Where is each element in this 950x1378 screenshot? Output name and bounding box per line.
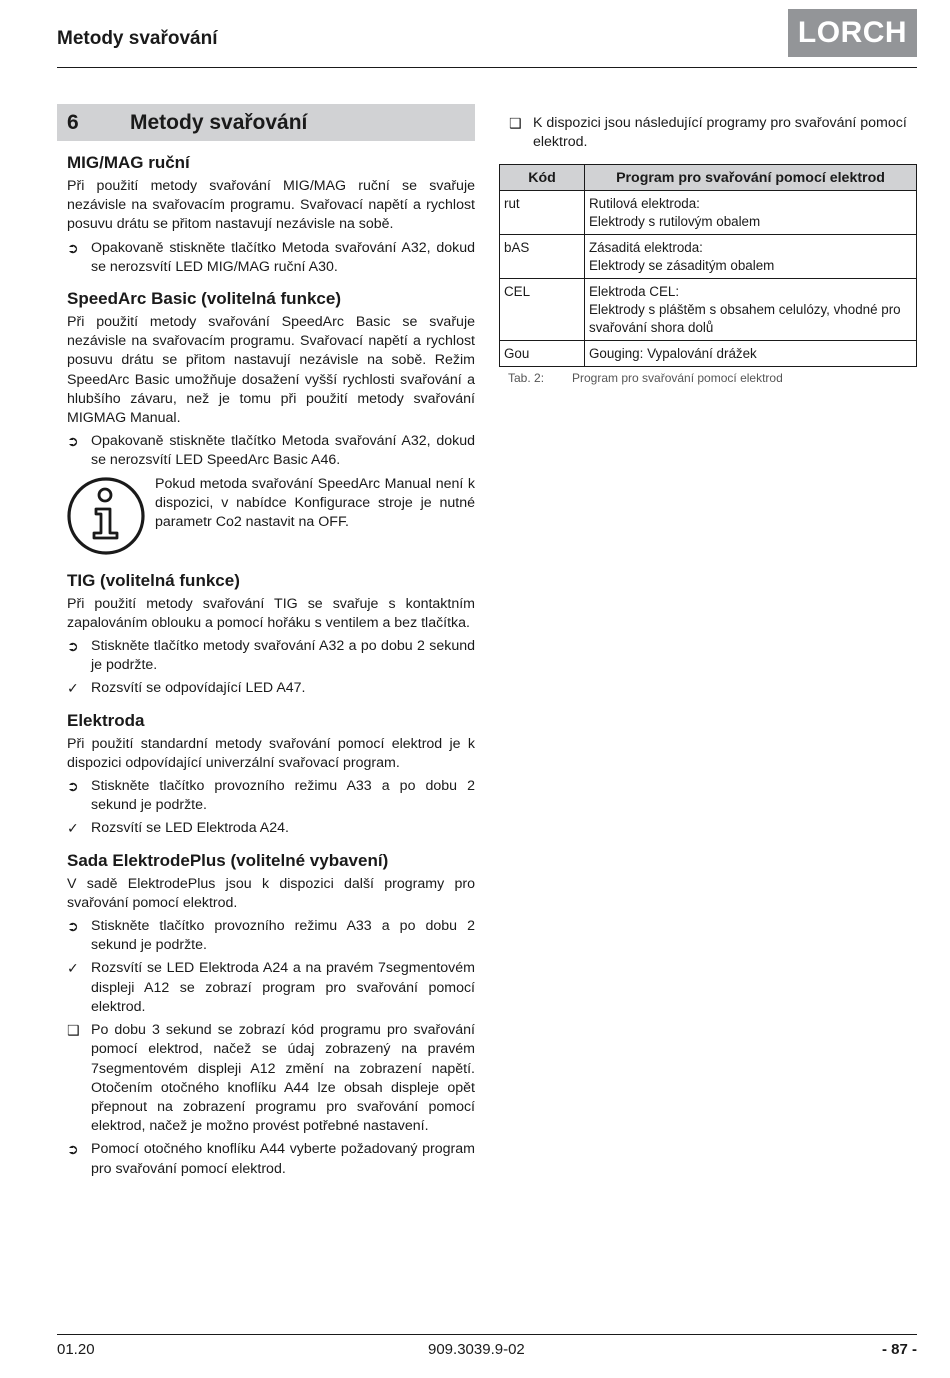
step-item: [57, 637, 475, 675]
table-caption: [499, 371, 917, 385]
page-number: - 87 -: [881, 1341, 917, 1358]
chapter-number: 6: [67, 110, 79, 134]
step-item: [57, 1140, 475, 1178]
table-row: [500, 279, 917, 341]
section-title-tig: TIG (volitelná funkce): [67, 570, 240, 590]
page-header-title: Metody svařování: [57, 28, 218, 49]
footer-divider: [57, 1334, 917, 1335]
step-text: Stiskněte tlačítko metody svařování A32 a po dobu 2 sekund je podržte.: [91, 638, 475, 674]
table-cell-code: CEL: [500, 279, 585, 341]
table-caption-label: Tab. 2:: [508, 371, 545, 386]
table-row: [500, 235, 917, 279]
step-item: [57, 777, 475, 815]
right-column: [499, 114, 917, 385]
result-item: [57, 959, 475, 1017]
section-body-speedarc: Při použití metody svařování SpeedArc Basic se svařuje nezávisle na svařovacím programu. Svařovací napětí a rychlost posuvu drátu se přitom nastavují nezávisle na sobě. Režim SpeedArc Basic umožňuje dosažení vyšší rychlosti svařování a hlubšího závaru, než je tomu při použití metody svařování MIGMAG Manual.: [67, 314, 475, 427]
table-header-program: Program pro svařování pomocí elektrod: [585, 165, 917, 191]
footer-date: 01.20: [57, 1341, 95, 1358]
step-text: Pomocí otočného knoflíku A44 vyberte požadovaný program pro svařování pomocí elektrod.: [91, 1141, 475, 1177]
table-cell-program: [585, 191, 917, 235]
square-bullet-icon: ❑: [67, 1022, 80, 1039]
square-bullet-icon: ❑: [509, 115, 522, 131]
result-text: Rozsvítí se LED Elektroda A24 a na pravém 7segmentovém displeji A12 se zobrazí program pro svařování pomocí elektrod.: [91, 960, 475, 1015]
result-text: Rozsvítí se LED Elektroda A24.: [91, 820, 289, 837]
section-body-mig: Při použití metody svařování MIG/MAG ruční se svařuje nezávisle na svařovacím programu. Svařovací napětí a rychlost posuvu drátu se přitom nastavují nezávisle na sobě.: [67, 178, 475, 233]
left-column: [57, 104, 475, 1179]
section-title-electrode: Elektroda: [67, 710, 145, 730]
section-title-speedarc: SpeedArc Basic (volitelná funkce): [67, 289, 341, 309]
check-icon: ✓: [67, 960, 79, 977]
program-name: Rutilová elektroda:: [589, 196, 700, 212]
step-text: Stiskněte tlačítko provozního režimu A33 a po dobu 2 sekund je podržte.: [91, 918, 475, 954]
program-name: Zásaditá elektroda:: [589, 240, 703, 256]
table-cell-program: [585, 235, 917, 279]
info-text: Po dobu 3 sekund se zobrazí kód programu pro svařování pomocí elektrod, načež se údaj zobrazený na pravém 7segmentovém displeji A12 změní na zobrazení napětí. Otočením otočného knoflíku A44 lze obsah displeje opět přepnout na zobrazení programu pro svařování pomocí elektrod, načež je možno provést potřebné nastavení.: [91, 1022, 475, 1135]
result-item: [57, 819, 475, 838]
step-arrow-icon: ➲: [67, 433, 79, 450]
info-text: K dispozici jsou následující programy pro svařování pomocí elektrod.: [533, 115, 907, 151]
table-row: [500, 191, 917, 235]
program-name: Elektroda CEL:: [589, 284, 680, 300]
step-item: [57, 917, 475, 955]
section-body-plus: V sadě ElektrodePlus jsou k dispozici další programy pro svařování pomocí elektrod.: [67, 875, 475, 911]
step-item: [57, 239, 475, 277]
step-arrow-icon: ➲: [67, 918, 79, 935]
info-note-text: Pokud metoda svařování SpeedArc Manual není k dispozici, v nabídce Konfigurace stroje je nutné parametr Co2 nastavit na OFF.: [155, 475, 475, 531]
step-arrow-icon: ➲: [67, 239, 79, 256]
step-text: Opakovaně stiskněte tlačítko Metoda svařování A32, dokud se nerozsvítí LED SpeedArc Basic A46.: [91, 433, 475, 469]
table-cell-code: Gou: [500, 341, 585, 367]
section-title-plus: Sada ElektrodePlus (volitelné vybavení): [67, 850, 389, 870]
section-body-tig: Při použití metody svařování TIG se svařuje s kontaktním zapalováním oblouku a pomocí hořáku s ventilem a bez tlačítka.: [67, 595, 475, 631]
table-row: [500, 341, 917, 367]
footer-doc-number: 909.3039.9-02: [428, 1341, 525, 1358]
info-icon: [65, 475, 155, 559]
check-icon: ✓: [67, 820, 79, 837]
table-cell-program: [585, 341, 917, 367]
table-cell-code: rut: [500, 191, 585, 235]
chapter-heading: [57, 104, 475, 141]
section-body-electrode: Při použití standardní metody svařování pomocí elektrod je k dispozici odpovídající univerzální svařovací program.: [67, 735, 475, 771]
table-caption-text: Program pro svařování pomocí elektrod: [572, 371, 783, 386]
lorch-logo: LORCH: [788, 9, 917, 57]
program-description: Elektrody s pláštěm s obsahem celulózy, vhodné pro svařování shora dolů: [589, 302, 901, 336]
program-name: Gouging: Vypalování drážek: [589, 346, 757, 362]
step-text: Stiskněte tlačítko provozního režimu A33 a po dobu 2 sekund je podržte.: [91, 778, 475, 814]
info-note: [57, 475, 475, 559]
table-header-code: Kód: [500, 165, 585, 191]
info-item: [499, 114, 917, 152]
info-item: [57, 1021, 475, 1136]
header-divider: [57, 67, 917, 68]
chapter-title: Metody svařování: [130, 110, 308, 134]
program-description: Elektrody s rutilovým obalem: [589, 214, 761, 230]
result-text: Rozsvítí se odpovídající LED A47.: [91, 680, 306, 697]
step-arrow-icon: ➲: [67, 1141, 79, 1158]
program-description: Elektrody se zásaditým obalem: [589, 258, 775, 274]
check-icon: ✓: [67, 680, 79, 697]
table-cell-code: bAS: [500, 235, 585, 279]
step-item: [57, 432, 475, 470]
step-arrow-icon: ➲: [67, 638, 79, 655]
step-arrow-icon: ➲: [67, 778, 79, 795]
step-text: Opakovaně stiskněte tlačítko Metoda svařování A32, dokud se nerozsvítí LED MIG/MAG ruční A30.: [91, 239, 475, 275]
section-title-mig: MIG/MAG ruční: [67, 153, 190, 172]
electrode-program-table: [499, 164, 917, 367]
result-item: [57, 679, 475, 698]
table-cell-program: [585, 279, 917, 341]
